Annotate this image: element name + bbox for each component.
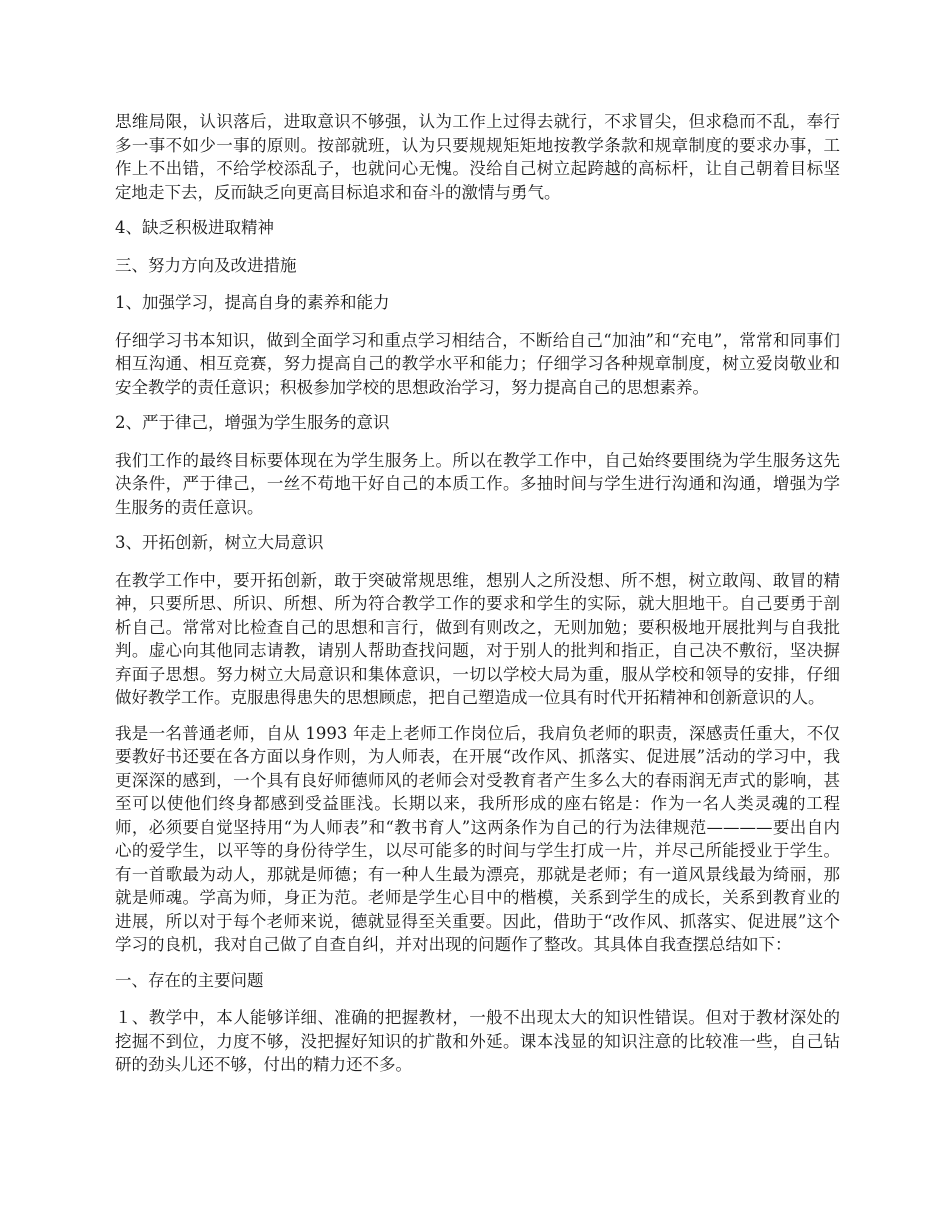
paragraph-ordinary-teacher: 我是一名普通老师，自从 1993 年走上老师工作岗位后，我肩负老师的职责，深感责任重大，不仅要教好书还要在各方面以身作则，为人师表，在开展“改作风、抓落实、促进展”活动的学习中，我更深深的感到，一个具有良好师德师风的老师会对受教育者产生多么大的春雨润无声式的影响，甚至可以使他们终身都感到受益匪浅。长期以来，我所形成的座右铭是：作为一名人类灵魂的工程师，必须要自觉坚持用“为人师表”和“教书育人”这两条作为自己的行为法律规范————要出自内心的爱学生，以平等的身份待学生，以尽可能多的时间与学生打成一片，并尽己所能授业于学生。有一首歌最为动人，那就是师德；有一种人生最为漂亮，那就是老师；有一道风景线最为绮丽，那就是师魂。学高为师，身正为范。老师是学生心目中的楷模，关系到学生的成长，关系到教育业的进展，所以对于每个老师来说，德就显得至关重要。因此，借助于“改作风、抓落实、促进展”这个学习的良机，我对自己做了自查自纠，并对出现的问题作了整改。其具体自我查摆总结如下：: [115, 723, 840, 954]
paragraph-study-knowledge: 仔细学习书本知识，做到全面学习和重点学习相结合，不断给自己“加油”和“充电”，常常和同事们相互沟通、相互竞赛，努力提高自己的教学水平和能力；仔细学习各种规章制度，树立爱岗敬业和安全教学的责任意识；积极参加学校的思想政治学习，努力提高自己的思想素养。: [115, 330, 840, 397]
heading-lack-of-initiative: 4、缺乏积极进取精神: [115, 218, 274, 237]
heading-section-three: 三、努力方向及改进措施: [115, 255, 297, 275]
paragraph-serve-students: 我们工作的最终目标要体现在为学生服务上。所以在教学工作中，自己始终要围绕为学生服务这先决条件，严于律己，一丝不苟地干好自己的本质工作。多抽时间与学生进行沟通和沟通，增强为学生服务的责任意识。: [115, 450, 840, 517]
paragraph-teaching-problems: １、教学中，本人能够详细、准确的把握教材，一般不出现太大的知识性错误。但对于教材深处的挖掘不到位，力度不够，没把握好知识的扩散和外延。课本浅显的知识注意的比较准一些，自己钻研的劲头儿还不够，付出的精力还不多。: [115, 1008, 840, 1074]
paragraph-thinking-limits: 思维局限，认识落后，进取意识不够强，认为工作上过得去就行，不求冒尖，但求稳而不乱，奉行多一事不如少一事的原则。按部就班，认为只要规规矩矩地按教学条款和规章制度的要求办事，工作上不出错，不给学校添乱子，也就问心无愧。没给自己树立起跨越的高标杆，让自己朝着目标坚定地走下去，反而缺乏向更高目标追求和奋斗的激情与勇气。: [115, 112, 840, 202]
document-body: [115, 110, 840, 1089]
paragraph-innovation: 在教学工作中，要开拓创新，敢于突破常规思维，想别人之所没想、所不想，树立敢闯、敢冒的精神，只要所思、所识、所想、所为符合教学工作的要求和学生的实际，就大胆地干。自己要勇于剖析自己。常常对比检查自己的思想和言行，做到有则改之，无则加勉；要积极地开展批判与自我批判。虚心向其他同志请教，请别人帮助查找问题，对于别人的批判和指正，自己决不敷衍，坚决摒弃面子思想。努力树立大局意识和集体意识，一切以学校大局为重，服从学校和领导的安排，仔细做好教学工作。克服患得患失的思想顾虑，把自己塑造成一位具有时代开拓精神和创新意识的人。: [115, 570, 840, 707]
heading-self-discipline: 2、严于律己，增强为学生服务的意识: [115, 413, 390, 432]
heading-main-problems: 一、存在的主要问题: [115, 970, 264, 990]
heading-strengthen-learning: 1、加强学习，提高自身的素养和能力: [115, 293, 390, 312]
heading-innovation: 3、开拓创新，树立大局意识: [115, 533, 324, 552]
